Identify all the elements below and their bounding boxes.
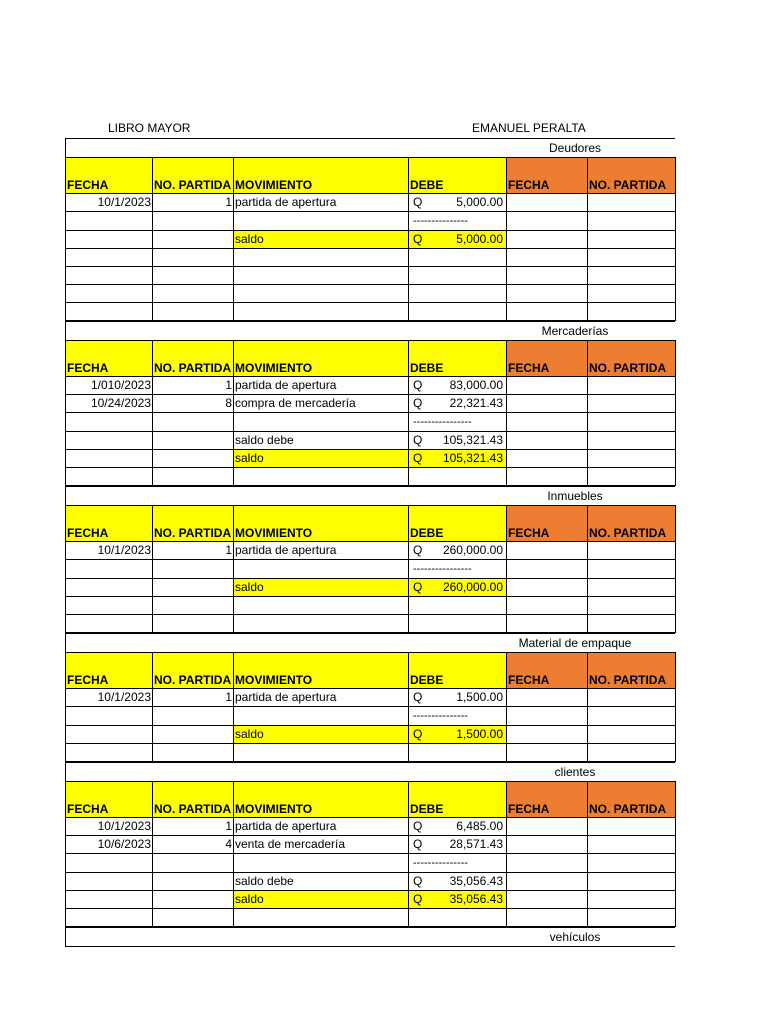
account-title bbox=[65, 762, 675, 781]
account-section bbox=[65, 321, 675, 486]
column-header: FECHA bbox=[66, 653, 153, 689]
column-header: MOVIMIENTO bbox=[234, 653, 409, 689]
currency-symbol: Q bbox=[413, 195, 423, 209]
column-header: FECHA bbox=[66, 506, 153, 542]
cell-fecha-haber[interactable] bbox=[507, 579, 588, 597]
cell-fecha[interactable] bbox=[66, 579, 153, 597]
column-header: FECHA bbox=[507, 506, 588, 542]
cell-debe[interactable] bbox=[409, 468, 507, 486]
currency-symbol: Q bbox=[413, 433, 423, 447]
cell-partida-haber[interactable] bbox=[588, 249, 676, 267]
cell-partida-haber[interactable] bbox=[588, 909, 676, 927]
cell-partida-haber[interactable] bbox=[588, 726, 676, 744]
cell-movimiento[interactable]: partida de apertura bbox=[234, 377, 409, 395]
cell-debe[interactable] bbox=[409, 285, 507, 303]
cell-debe[interactable] bbox=[409, 231, 507, 249]
amount-value: 260,000.00 bbox=[442, 543, 503, 557]
subtotal-line: ---------------- bbox=[413, 416, 472, 428]
cell-partida[interactable] bbox=[153, 303, 234, 321]
table-row bbox=[66, 413, 676, 432]
cell-fecha-haber[interactable] bbox=[507, 450, 588, 468]
column-header: MOVIMIENTO bbox=[234, 506, 409, 542]
cell-fecha-haber[interactable] bbox=[507, 395, 588, 413]
column-header: DEBE bbox=[409, 341, 507, 377]
column-header: NO. PARTIDA bbox=[588, 158, 676, 194]
cell-fecha[interactable] bbox=[66, 285, 153, 303]
cell-fecha[interactable] bbox=[66, 744, 153, 762]
table-row bbox=[66, 836, 676, 854]
cell-partida-haber[interactable] bbox=[588, 413, 676, 432]
amount-value: 1,500.00 bbox=[456, 690, 503, 704]
column-header: NO. PARTIDA bbox=[153, 506, 234, 542]
cell-debe[interactable] bbox=[409, 909, 507, 927]
account-table bbox=[65, 652, 676, 762]
cell-fecha[interactable] bbox=[66, 231, 153, 249]
cell-partida[interactable] bbox=[153, 560, 234, 579]
cell-partida[interactable]: 8 bbox=[153, 395, 234, 413]
cell-fecha-haber[interactable] bbox=[507, 689, 588, 707]
column-header: FECHA bbox=[66, 782, 153, 818]
cell-fecha[interactable] bbox=[66, 909, 153, 927]
amount-value: 22,321.43 bbox=[449, 396, 503, 410]
account-table bbox=[65, 340, 676, 486]
table-row bbox=[66, 891, 676, 909]
cell-partida-haber[interactable] bbox=[588, 836, 676, 854]
cell-debe[interactable] bbox=[409, 267, 507, 285]
cell-movimiento[interactable]: saldo bbox=[234, 726, 409, 744]
cell-partida-haber[interactable] bbox=[588, 744, 676, 762]
cell-movimiento[interactable] bbox=[234, 468, 409, 486]
amount-value: 83,000.00 bbox=[449, 378, 503, 392]
cell-fecha-haber[interactable] bbox=[507, 597, 588, 615]
cell-partida[interactable] bbox=[153, 249, 234, 267]
column-header: DEBE bbox=[409, 506, 507, 542]
account-title bbox=[65, 927, 675, 946]
cell-fecha[interactable] bbox=[66, 450, 153, 468]
table-row bbox=[66, 194, 676, 212]
cell-fecha[interactable]: 10/1/2023 bbox=[66, 542, 153, 560]
column-header: FECHA bbox=[66, 158, 153, 194]
cell-fecha-haber[interactable] bbox=[507, 194, 588, 212]
cell-fecha-haber[interactable] bbox=[507, 285, 588, 303]
currency-symbol: Q bbox=[413, 837, 423, 851]
cell-partida-haber[interactable] bbox=[588, 231, 676, 249]
account-title-text: clientes bbox=[554, 765, 596, 779]
cell-fecha[interactable]: 10/1/2023 bbox=[66, 818, 153, 836]
subtotal-line: --------------- bbox=[413, 857, 468, 869]
cell-fecha-haber[interactable] bbox=[507, 615, 588, 633]
cell-movimiento[interactable]: compra de mercadería bbox=[234, 395, 409, 413]
cell-fecha[interactable] bbox=[66, 615, 153, 633]
currency-symbol: Q bbox=[413, 874, 423, 888]
cell-fecha[interactable]: 10/1/2023 bbox=[66, 194, 153, 212]
table-row bbox=[66, 267, 676, 285]
cell-fecha-haber[interactable] bbox=[507, 854, 588, 873]
cell-partida[interactable] bbox=[153, 231, 234, 249]
account-title bbox=[65, 321, 675, 340]
cell-partida-haber[interactable] bbox=[588, 597, 676, 615]
table-row bbox=[66, 873, 676, 891]
cell-partida[interactable] bbox=[153, 267, 234, 285]
cell-movimiento[interactable]: saldo bbox=[234, 231, 409, 249]
cell-partida[interactable]: 1 bbox=[153, 818, 234, 836]
cell-movimiento[interactable] bbox=[234, 615, 409, 633]
cell-fecha[interactable]: 1/010/2023 bbox=[66, 377, 153, 395]
cell-debe[interactable] bbox=[409, 891, 507, 909]
column-header: FECHA bbox=[507, 158, 588, 194]
subtotal-line: ---------------- bbox=[413, 563, 472, 575]
cell-partida-haber[interactable] bbox=[588, 468, 676, 486]
table-row bbox=[66, 212, 676, 231]
cell-movimiento[interactable] bbox=[234, 854, 409, 873]
cell-fecha-haber[interactable] bbox=[507, 249, 588, 267]
cell-fecha[interactable]: 10/6/2023 bbox=[66, 836, 153, 854]
cell-debe[interactable] bbox=[409, 726, 507, 744]
cell-debe[interactable] bbox=[409, 818, 507, 836]
cell-partida-haber[interactable] bbox=[588, 560, 676, 579]
table-row bbox=[66, 854, 676, 873]
currency-symbol: Q bbox=[413, 727, 423, 741]
cell-debe[interactable] bbox=[409, 249, 507, 267]
cell-movimiento[interactable]: saldo debe bbox=[234, 873, 409, 891]
cell-movimiento[interactable] bbox=[234, 267, 409, 285]
cell-fecha-haber[interactable] bbox=[507, 377, 588, 395]
account-title-text: Deudores bbox=[548, 141, 602, 155]
column-header: FECHA bbox=[66, 341, 153, 377]
cell-partida[interactable] bbox=[153, 597, 234, 615]
cell-fecha-haber[interactable] bbox=[507, 707, 588, 726]
column-header: NO. PARTIDA bbox=[153, 341, 234, 377]
cell-partida[interactable] bbox=[153, 579, 234, 597]
ledger-sheet bbox=[65, 138, 675, 947]
cell-fecha[interactable]: 10/1/2023 bbox=[66, 689, 153, 707]
cell-movimiento[interactable] bbox=[234, 744, 409, 762]
cell-fecha[interactable] bbox=[66, 891, 153, 909]
cell-partida[interactable] bbox=[153, 891, 234, 909]
cell-fecha[interactable] bbox=[66, 726, 153, 744]
table-row bbox=[66, 560, 676, 579]
account-title bbox=[65, 138, 675, 157]
currency-symbol: Q bbox=[413, 543, 423, 557]
cell-fecha-haber[interactable] bbox=[507, 873, 588, 891]
cell-fecha[interactable] bbox=[66, 249, 153, 267]
section-bottom-border bbox=[65, 946, 675, 947]
amount-value: 105,321.43 bbox=[442, 451, 503, 465]
cell-debe[interactable] bbox=[409, 707, 507, 726]
column-header: NO. PARTIDA bbox=[153, 653, 234, 689]
table-row bbox=[66, 450, 676, 468]
currency-symbol: Q bbox=[413, 580, 423, 594]
cell-partida-haber[interactable] bbox=[588, 854, 676, 873]
table-row bbox=[66, 818, 676, 836]
cell-fecha-haber[interactable] bbox=[507, 744, 588, 762]
cell-movimiento[interactable]: venta de mercadería bbox=[234, 836, 409, 854]
cell-fecha[interactable] bbox=[66, 560, 153, 579]
cell-movimiento[interactable]: partida de apertura bbox=[234, 542, 409, 560]
cell-fecha-haber[interactable] bbox=[507, 231, 588, 249]
column-header: NO. PARTIDA bbox=[588, 341, 676, 377]
cell-partida-haber[interactable] bbox=[588, 689, 676, 707]
cell-partida-haber[interactable] bbox=[588, 579, 676, 597]
cell-partida-haber[interactable] bbox=[588, 303, 676, 321]
cell-debe[interactable] bbox=[409, 873, 507, 891]
subtotal-line: --------------- bbox=[413, 215, 468, 227]
cell-partida[interactable]: 1 bbox=[153, 689, 234, 707]
cell-partida[interactable] bbox=[153, 744, 234, 762]
cell-partida[interactable]: 1 bbox=[153, 542, 234, 560]
cell-movimiento[interactable]: saldo debe bbox=[234, 432, 409, 450]
cell-fecha-haber[interactable] bbox=[507, 560, 588, 579]
account-section bbox=[65, 633, 675, 762]
account-section bbox=[65, 762, 675, 927]
cell-partida[interactable] bbox=[153, 909, 234, 927]
cell-movimiento[interactable] bbox=[234, 303, 409, 321]
currency-symbol: Q bbox=[413, 451, 423, 465]
cell-fecha-haber[interactable] bbox=[507, 726, 588, 744]
account-title bbox=[65, 633, 675, 652]
cell-movimiento[interactable]: partida de apertura bbox=[234, 194, 409, 212]
cell-fecha[interactable] bbox=[66, 303, 153, 321]
table-row bbox=[66, 689, 676, 707]
cell-debe[interactable] bbox=[409, 560, 507, 579]
account-table bbox=[65, 505, 676, 633]
account-section bbox=[65, 486, 675, 633]
cell-fecha[interactable] bbox=[66, 854, 153, 873]
cell-fecha[interactable] bbox=[66, 212, 153, 231]
cell-partida[interactable]: 1 bbox=[153, 377, 234, 395]
cell-partida-haber[interactable] bbox=[588, 212, 676, 231]
cell-partida-haber[interactable] bbox=[588, 707, 676, 726]
cell-partida-haber[interactable] bbox=[588, 285, 676, 303]
column-header: NO. PARTIDA bbox=[588, 782, 676, 818]
amount-value: 35,056.43 bbox=[449, 892, 503, 906]
cell-debe[interactable] bbox=[409, 303, 507, 321]
account-title-text: vehículos bbox=[549, 930, 601, 944]
cell-debe[interactable] bbox=[409, 836, 507, 854]
table-row bbox=[66, 432, 676, 450]
header-row bbox=[66, 158, 676, 194]
header-row bbox=[66, 341, 676, 377]
table-row bbox=[66, 542, 676, 560]
cell-partida[interactable]: 4 bbox=[153, 836, 234, 854]
amount-value: 105,321.43 bbox=[442, 433, 503, 447]
table-row bbox=[66, 377, 676, 395]
cell-partida-haber[interactable] bbox=[588, 818, 676, 836]
table-row bbox=[66, 303, 676, 321]
column-header: DEBE bbox=[409, 782, 507, 818]
subtotal-line: --------------- bbox=[413, 710, 468, 722]
cell-debe[interactable] bbox=[409, 597, 507, 615]
table-row bbox=[66, 579, 676, 597]
cell-partida-haber[interactable] bbox=[588, 432, 676, 450]
cell-debe[interactable] bbox=[409, 377, 507, 395]
cell-partida[interactable] bbox=[153, 726, 234, 744]
table-row bbox=[66, 615, 676, 633]
table-row bbox=[66, 707, 676, 726]
column-header: MOVIMIENTO bbox=[234, 341, 409, 377]
table-row bbox=[66, 468, 676, 486]
cell-partida[interactable] bbox=[153, 450, 234, 468]
currency-symbol: Q bbox=[413, 819, 423, 833]
cell-movimiento[interactable] bbox=[234, 560, 409, 579]
cell-partida-haber[interactable] bbox=[588, 542, 676, 560]
cell-fecha[interactable] bbox=[66, 468, 153, 486]
cell-partida-haber[interactable] bbox=[588, 395, 676, 413]
cell-partida-haber[interactable] bbox=[588, 194, 676, 212]
column-header: FECHA bbox=[507, 341, 588, 377]
amount-value: 5,000.00 bbox=[456, 232, 503, 246]
account-table bbox=[65, 781, 676, 927]
cell-debe[interactable] bbox=[409, 744, 507, 762]
column-header: NO. PARTIDA bbox=[153, 782, 234, 818]
column-header: NO. PARTIDA bbox=[588, 506, 676, 542]
cell-movimiento[interactable]: saldo bbox=[234, 891, 409, 909]
amount-value: 28,571.43 bbox=[449, 837, 503, 851]
amount-value: 6,485.00 bbox=[456, 819, 503, 833]
table-row bbox=[66, 395, 676, 413]
table-row bbox=[66, 744, 676, 762]
cell-movimiento[interactable] bbox=[234, 597, 409, 615]
cell-partida-haber[interactable] bbox=[588, 267, 676, 285]
column-header: MOVIMIENTO bbox=[234, 158, 409, 194]
cell-debe[interactable] bbox=[409, 212, 507, 231]
cell-debe[interactable] bbox=[409, 854, 507, 873]
cell-fecha[interactable] bbox=[66, 707, 153, 726]
table-row bbox=[66, 285, 676, 303]
cell-partida[interactable]: 1 bbox=[153, 194, 234, 212]
cell-partida-haber[interactable] bbox=[588, 615, 676, 633]
column-header: FECHA bbox=[507, 782, 588, 818]
table-row bbox=[66, 909, 676, 927]
cell-fecha-haber[interactable] bbox=[507, 818, 588, 836]
cell-fecha-haber[interactable] bbox=[507, 909, 588, 927]
cell-partida[interactable] bbox=[153, 413, 234, 432]
currency-symbol: Q bbox=[413, 232, 423, 246]
column-header: MOVIMIENTO bbox=[234, 782, 409, 818]
cell-movimiento[interactable]: partida de apertura bbox=[234, 689, 409, 707]
cell-partida[interactable] bbox=[153, 212, 234, 231]
cell-fecha-haber[interactable] bbox=[507, 267, 588, 285]
cell-debe[interactable] bbox=[409, 542, 507, 560]
cell-debe[interactable] bbox=[409, 432, 507, 450]
cell-debe[interactable] bbox=[409, 395, 507, 413]
cell-fecha-haber[interactable] bbox=[507, 432, 588, 450]
table-row bbox=[66, 726, 676, 744]
cell-fecha-haber[interactable] bbox=[507, 413, 588, 432]
account-section bbox=[65, 927, 675, 947]
account-section bbox=[65, 138, 675, 321]
header-row bbox=[66, 653, 676, 689]
cell-movimiento[interactable]: saldo bbox=[234, 450, 409, 468]
currency-symbol: Q bbox=[413, 690, 423, 704]
cell-movimiento[interactable] bbox=[234, 212, 409, 231]
cell-partida[interactable] bbox=[153, 873, 234, 891]
cell-debe[interactable] bbox=[409, 579, 507, 597]
header-row bbox=[66, 782, 676, 818]
account-title bbox=[65, 486, 675, 505]
column-header: NO. PARTIDA bbox=[588, 653, 676, 689]
cell-fecha-haber[interactable] bbox=[507, 542, 588, 560]
header-row bbox=[66, 506, 676, 542]
cell-movimiento[interactable] bbox=[234, 707, 409, 726]
column-header: DEBE bbox=[409, 653, 507, 689]
column-header: FECHA bbox=[507, 653, 588, 689]
cell-partida-haber[interactable] bbox=[588, 450, 676, 468]
account-title-text: Material de empaque bbox=[518, 636, 632, 650]
currency-symbol: Q bbox=[413, 396, 423, 410]
cell-movimiento[interactable] bbox=[234, 413, 409, 432]
cell-fecha-haber[interactable] bbox=[507, 468, 588, 486]
cell-movimiento[interactable] bbox=[234, 909, 409, 927]
cell-partida[interactable] bbox=[153, 432, 234, 450]
cell-movimiento[interactable] bbox=[234, 285, 409, 303]
cell-fecha-haber[interactable] bbox=[507, 836, 588, 854]
column-header: DEBE bbox=[409, 158, 507, 194]
currency-symbol: Q bbox=[413, 378, 423, 392]
cell-fecha[interactable] bbox=[66, 413, 153, 432]
cell-partida-haber[interactable] bbox=[588, 891, 676, 909]
cell-partida[interactable] bbox=[153, 854, 234, 873]
cell-fecha-haber[interactable] bbox=[507, 212, 588, 231]
amount-value: 35,056.43 bbox=[449, 874, 503, 888]
table-row bbox=[66, 231, 676, 249]
cell-fecha[interactable] bbox=[66, 597, 153, 615]
cell-debe[interactable] bbox=[409, 689, 507, 707]
cell-partida-haber[interactable] bbox=[588, 377, 676, 395]
cell-partida[interactable] bbox=[153, 615, 234, 633]
amount-value: 1,500.00 bbox=[456, 727, 503, 741]
cell-movimiento[interactable]: partida de apertura bbox=[234, 818, 409, 836]
ledger-title: LIBRO MAYOR bbox=[108, 121, 191, 135]
cell-fecha-haber[interactable] bbox=[507, 891, 588, 909]
cell-fecha[interactable] bbox=[66, 873, 153, 891]
account-title-text: Mercaderías bbox=[541, 324, 609, 338]
account-table bbox=[65, 157, 676, 321]
cell-partida[interactable] bbox=[153, 707, 234, 726]
cell-partida[interactable] bbox=[153, 285, 234, 303]
cell-debe[interactable] bbox=[409, 194, 507, 212]
cell-fecha[interactable] bbox=[66, 267, 153, 285]
table-row bbox=[66, 249, 676, 267]
cell-fecha-haber[interactable] bbox=[507, 303, 588, 321]
cell-debe[interactable] bbox=[409, 413, 507, 432]
column-header: NO. PARTIDA bbox=[153, 158, 234, 194]
cell-partida[interactable] bbox=[153, 468, 234, 486]
amount-value: 260,000.00 bbox=[442, 580, 503, 594]
cell-movimiento[interactable]: saldo bbox=[234, 579, 409, 597]
currency-symbol: Q bbox=[413, 892, 423, 906]
account-title-text: Inmuebles bbox=[547, 489, 603, 503]
cell-debe[interactable] bbox=[409, 450, 507, 468]
amount-value: 5,000.00 bbox=[456, 195, 503, 209]
cell-partida-haber[interactable] bbox=[588, 873, 676, 891]
owner-name: EMANUEL PERALTA bbox=[472, 121, 586, 135]
table-row bbox=[66, 597, 676, 615]
cell-fecha[interactable]: 10/24/2023 bbox=[66, 395, 153, 413]
cell-debe[interactable] bbox=[409, 615, 507, 633]
cell-fecha[interactable] bbox=[66, 432, 153, 450]
cell-movimiento[interactable] bbox=[234, 249, 409, 267]
